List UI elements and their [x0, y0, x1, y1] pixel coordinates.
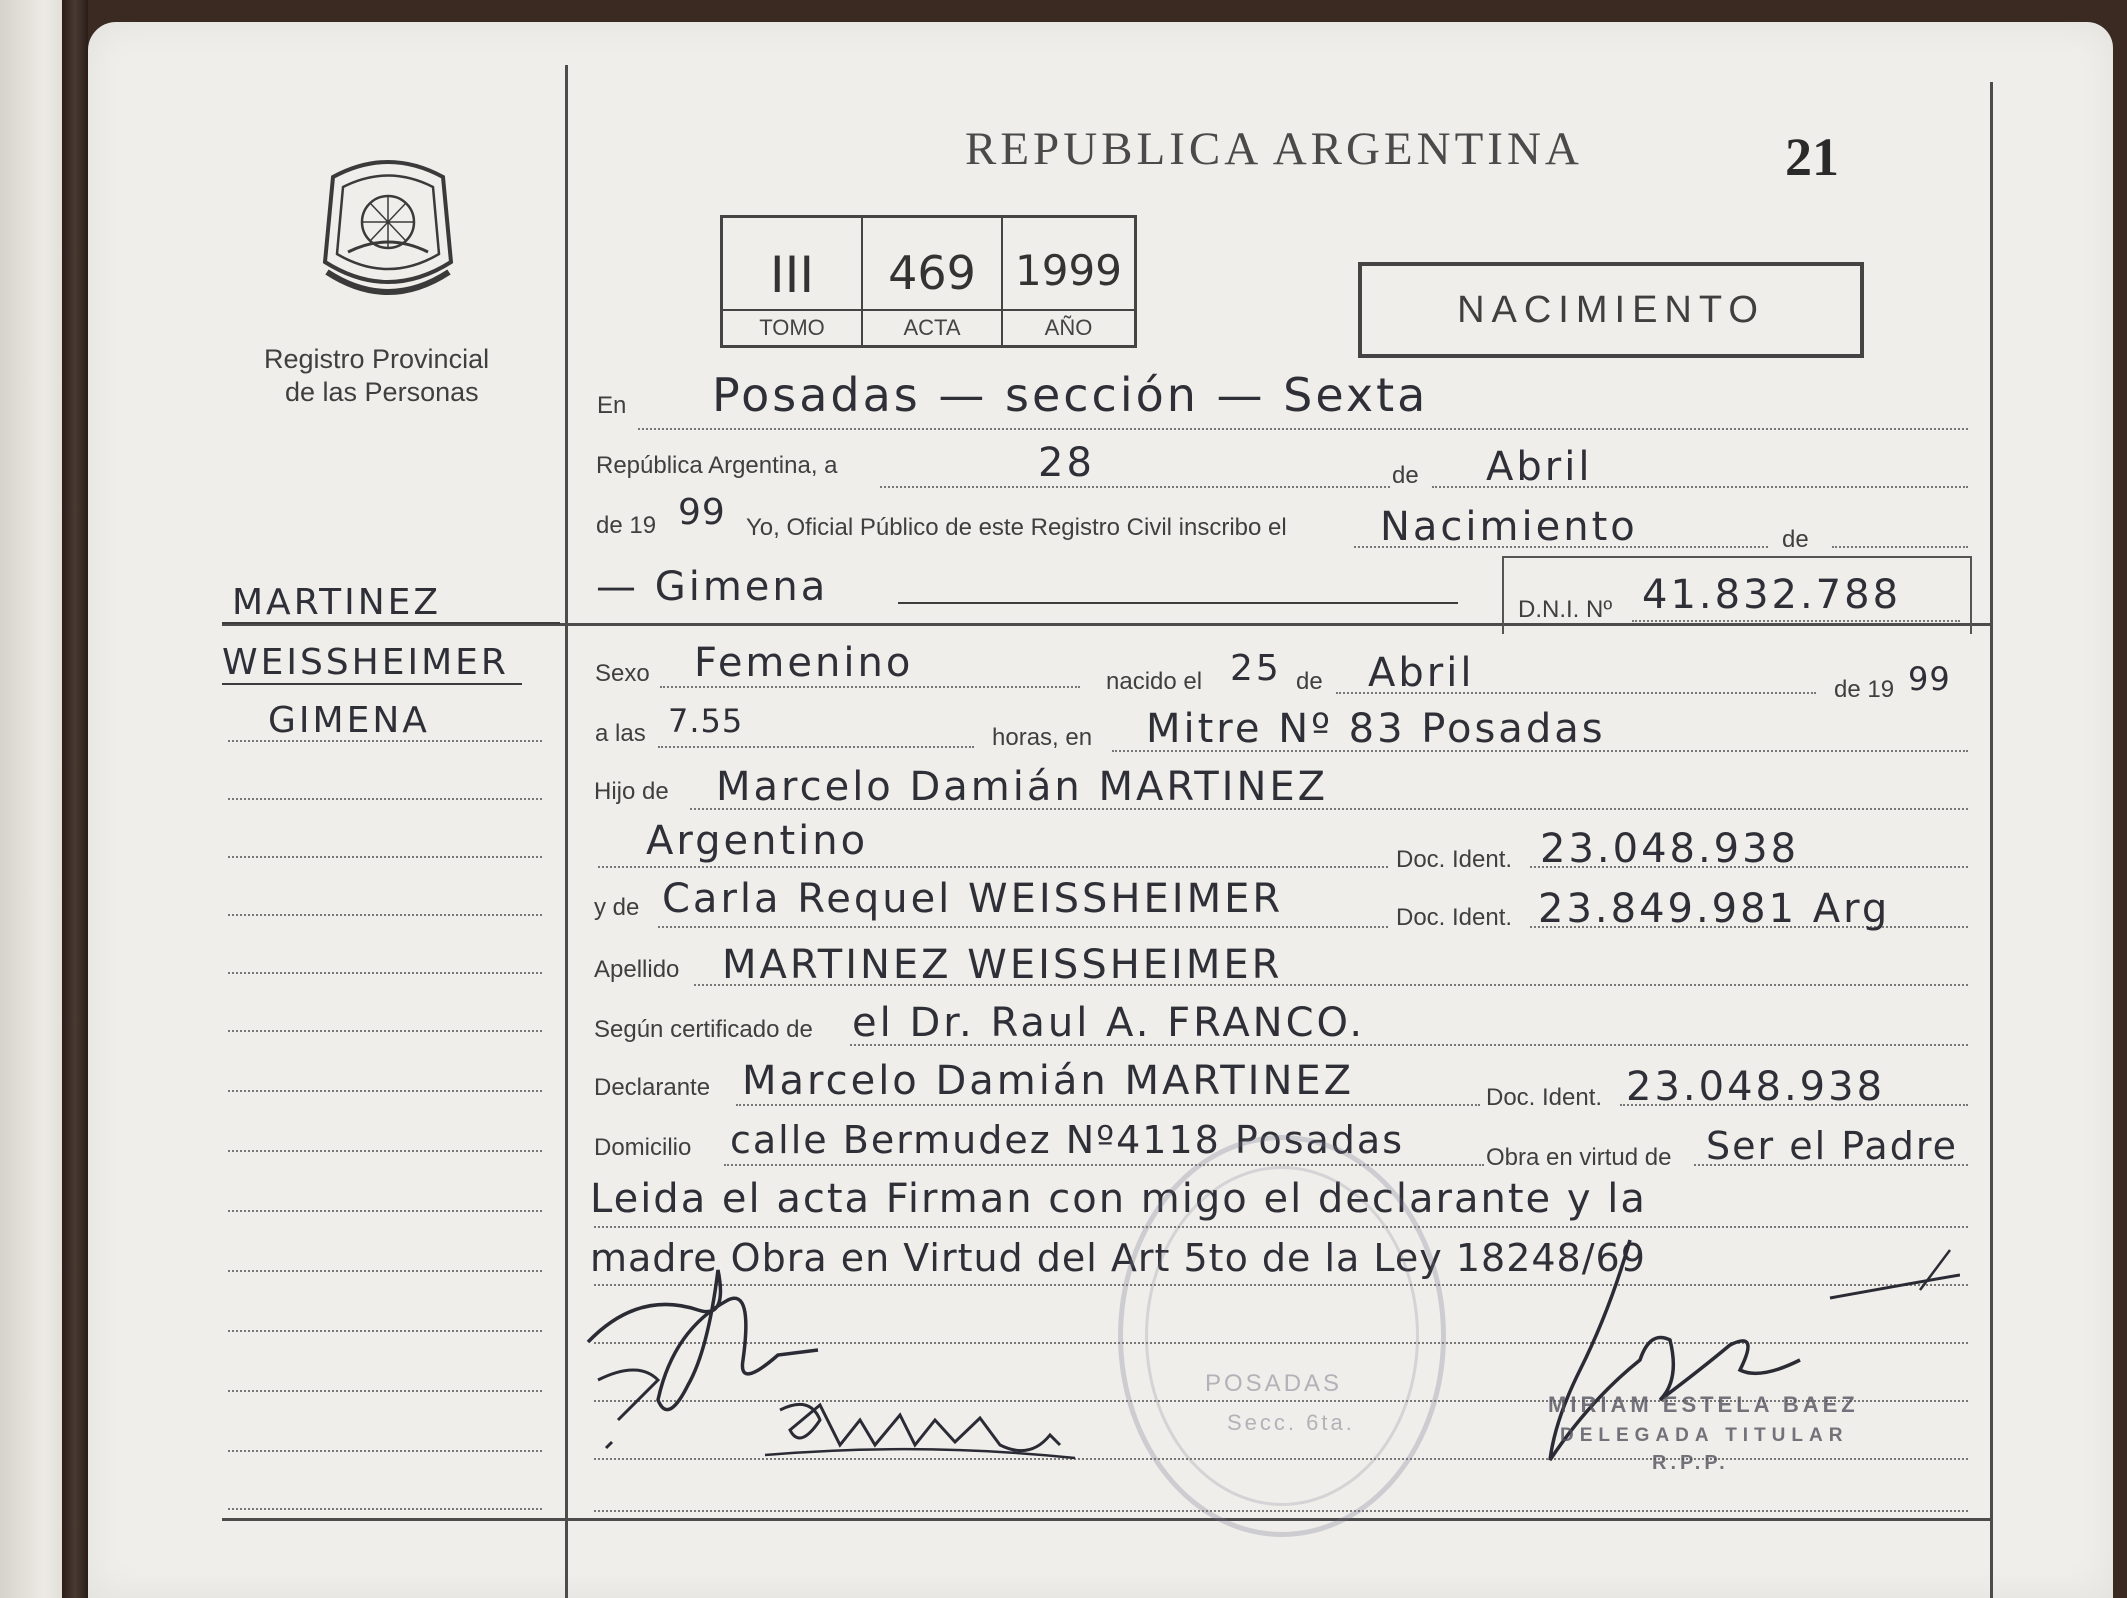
nombre-line — [898, 602, 1458, 604]
mother-signature — [760, 1390, 1080, 1470]
obra-label: Obra en virtud de — [1486, 1144, 1672, 1171]
inscribo-value: Nacimiento — [1380, 504, 1638, 550]
margin-rule — [228, 1030, 542, 1032]
sexo-line — [660, 686, 1080, 688]
anio-cell — [1003, 218, 1134, 345]
dni-line — [1632, 620, 1960, 622]
obra-value: Ser el Padre — [1706, 1124, 1958, 1168]
anio-prefix: de 19 — [596, 512, 657, 539]
margin-rule — [228, 1270, 542, 1272]
tomo-value: III — [769, 246, 815, 304]
de-label-2: de — [1782, 526, 1809, 553]
margin-rule — [228, 798, 542, 800]
segun-value: el Dr. Raul A. FRANCO. — [852, 1000, 1366, 1046]
book-spine — [62, 0, 88, 1598]
margin-rule — [228, 972, 542, 974]
padre-doc-label: Doc. Ident. — [1396, 846, 1513, 873]
margin-rule — [228, 1090, 542, 1092]
record-type-box: NACIMIENTO — [1358, 262, 1864, 358]
margin-name-line1: MARTINEZ — [232, 582, 442, 623]
apellido-value: MARTINEZ WEISSHEIMER — [722, 942, 1283, 988]
acta-label: ACTA — [863, 309, 1001, 345]
madre-doc-label: Doc. Ident. — [1396, 904, 1513, 931]
madre-line — [658, 926, 1388, 928]
segun-label: Según certificado de — [594, 1016, 813, 1043]
hora-value: 7.55 — [668, 702, 744, 740]
alas-label: a las — [595, 720, 646, 747]
en-line — [638, 428, 1968, 430]
nacido-anio: 99 — [1908, 660, 1951, 698]
tomo-cell — [723, 218, 863, 345]
en-label: En — [597, 392, 627, 419]
sexo-label: Sexo — [595, 660, 650, 687]
nacido-dia: 25 — [1230, 648, 1282, 689]
dia-line — [880, 486, 1390, 488]
margin-name-line2: WEISSHEIMER — [222, 642, 509, 683]
padre-nac-line — [598, 866, 1388, 868]
dni-value: 41.832.788 — [1642, 572, 1902, 618]
nota-line-1-text: Leida el acta Firman con migo el declarante y la — [590, 1176, 1647, 1222]
declarante-doc-label: Doc. Ident. — [1486, 1084, 1603, 1111]
madre-value: Carla Requel WEISSHEIMER — [662, 876, 1284, 922]
inscribo-label: Yo, Oficial Público de este Registro Civil inscribo el — [746, 514, 1287, 541]
provincial-seal — [313, 152, 463, 312]
margin-divider-line — [565, 65, 568, 1598]
anio-value: 1999 — [1015, 246, 1122, 295]
padre-doc-value: 23.048.938 — [1540, 826, 1800, 872]
margin-rule — [228, 1508, 542, 1510]
nombre-value: — Gimena — [596, 564, 829, 610]
de-line — [1832, 546, 1968, 548]
yde-label: y de — [594, 894, 640, 921]
lugar-value: Mitre Nº 83 Posadas — [1146, 706, 1606, 752]
official-title: DELEGADA TITULAR — [1560, 1425, 1849, 1446]
seal-icon — [313, 152, 463, 312]
horas-label: horas, en — [992, 724, 1093, 751]
margin-rule — [228, 1150, 542, 1152]
hora-line — [658, 746, 974, 748]
bottom-divider-line — [222, 1518, 1992, 1521]
republica-label: República Argentina, a — [596, 452, 838, 479]
margin-underline-1 — [222, 622, 560, 624]
margin-rule — [228, 1330, 542, 1332]
anio-value-field: 99 — [678, 492, 726, 533]
page-number: 21 — [1785, 127, 1839, 187]
padre-nacionalidad: Argentino — [646, 818, 869, 864]
declarante-line — [736, 1104, 1480, 1106]
official-office: R.P.P. — [1652, 1452, 1729, 1474]
signature-icon — [760, 1390, 1080, 1470]
padre-value: Marcelo Damián MARTINEZ — [716, 764, 1329, 810]
margin-rule — [228, 1390, 542, 1392]
tomo-label: TOMO — [723, 309, 861, 345]
margin-rule — [228, 856, 542, 858]
declarante-label: Declarante — [594, 1074, 711, 1101]
margin-rule — [228, 914, 542, 916]
declarante-doc-value: 23.048.938 — [1626, 1064, 1886, 1110]
declarante-value: Marcelo Damián MARTINEZ — [742, 1058, 1355, 1104]
apellido-label: Apellido — [594, 956, 680, 983]
madre-doc-value: 23.849.981 Arg — [1538, 886, 1891, 932]
acta-value: 469 — [888, 246, 976, 300]
hijo-label: Hijo de — [594, 778, 669, 805]
official-stamp — [1118, 1135, 1446, 1537]
acta-cell — [863, 218, 1003, 345]
margin-rule — [228, 1450, 542, 1452]
en-value: Posadas — sección — Sexta — [712, 368, 1429, 422]
registry-name-line1: Registro Provincial — [264, 344, 490, 374]
stamp-inner-ring — [1145, 1166, 1419, 1506]
margin-underline-2 — [222, 683, 522, 685]
domicilio-value: calle Bermudez Nº4118 Posadas — [730, 1118, 1404, 1162]
dni-label: D.N.I. Nº — [1518, 596, 1613, 623]
margin-rule — [228, 740, 542, 742]
domicilio-label: Domicilio — [594, 1134, 692, 1161]
dia-value: 28 — [1038, 440, 1095, 486]
right-border-line — [1990, 82, 1993, 1598]
sexo-value: Femenino — [694, 640, 914, 686]
anio-label: AÑO — [1003, 309, 1134, 345]
acta-reference-table — [720, 215, 1137, 348]
nacido-mes: Abril — [1368, 650, 1475, 696]
nota-line-2-text: madre Obra en Virtud del Art 5to de la Ley 18248/69 — [590, 1236, 1646, 1280]
registry-name-line2: de las Personas — [285, 377, 479, 407]
stamp-city: POSADAS — [1205, 1370, 1343, 1397]
mes-value: Abril — [1486, 444, 1593, 490]
nacido-de-label: de — [1296, 668, 1323, 695]
stamp-section: Secc. 6ta. — [1227, 1410, 1355, 1435]
margin-rule — [228, 1210, 542, 1212]
country-title: REPUBLICA ARGENTINA — [965, 123, 1583, 175]
nacido-anio-prefix: de 19 — [1834, 676, 1895, 703]
margin-name-line3: GIMENA — [268, 700, 430, 741]
de-label: de — [1392, 462, 1419, 489]
official-name: MIRIAM ESTELA BAEZ — [1548, 1392, 1859, 1417]
nacido-label: nacido el — [1106, 668, 1203, 695]
